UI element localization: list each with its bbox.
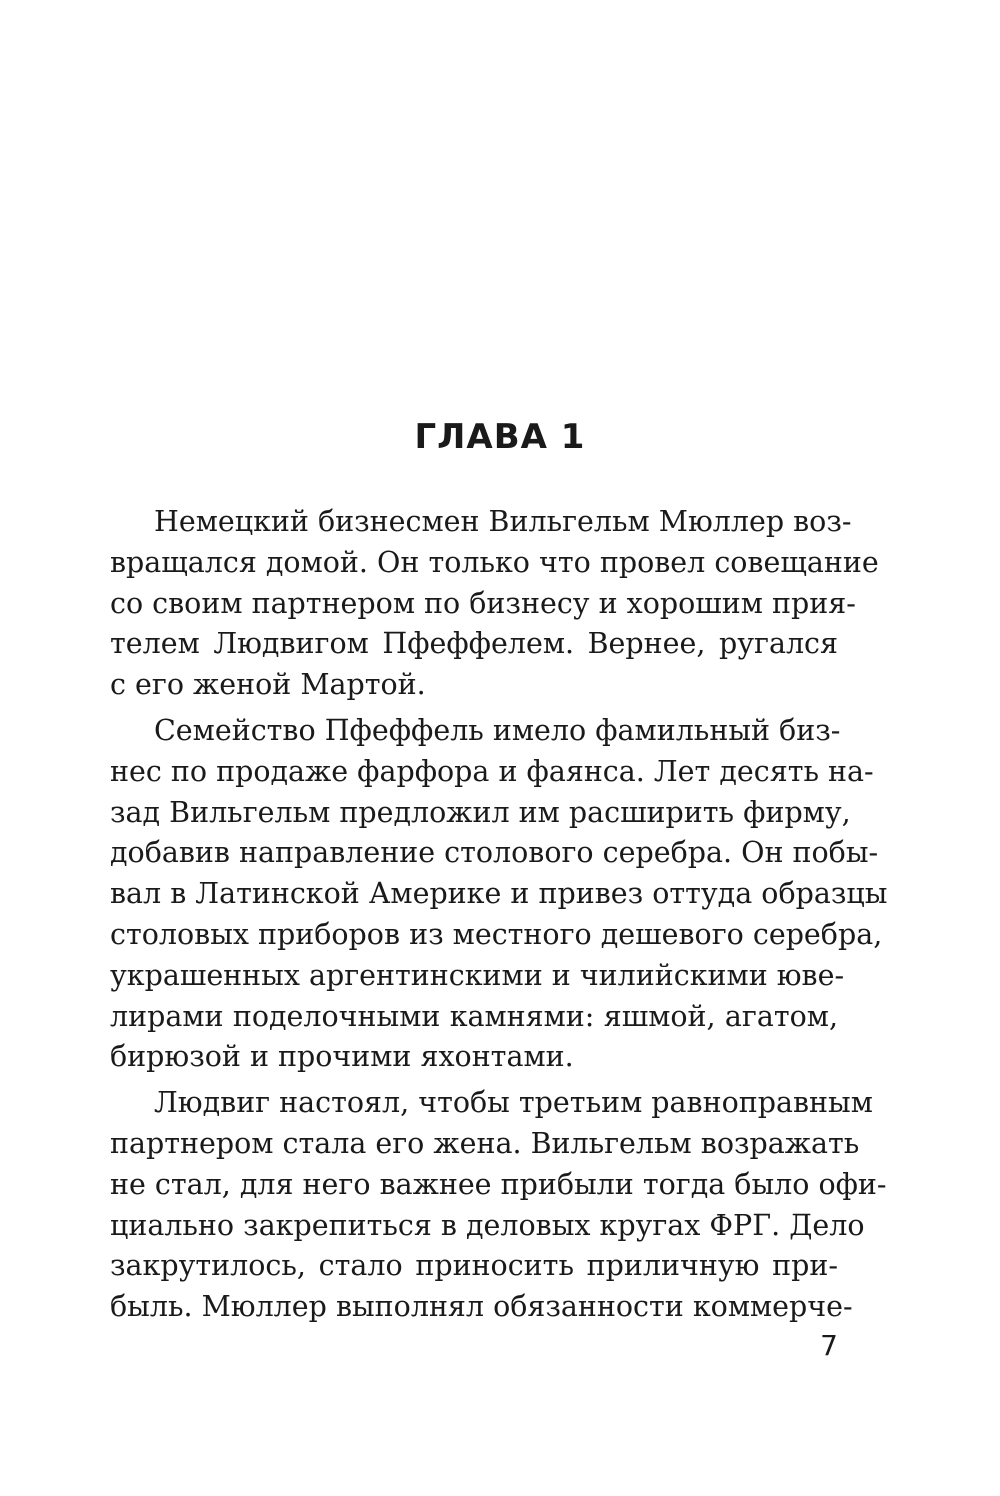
text-line: лирами поделочными камнями: яшмой, агатом,: [110, 999, 838, 1033]
text-line: партнером стала его жена. Вильгельм возражать: [110, 1126, 860, 1160]
text-line: столовых приборов из местного дешевого серебра,: [110, 917, 883, 951]
page-number: 7: [820, 1329, 838, 1362]
text-line: нес по продаже фарфора и фаянса. Лет десять на-: [110, 754, 874, 788]
text-line: со своим партнером по бизнесу и хорошим прия-: [110, 586, 856, 620]
text-line: телем Людвигом Пфеффелем. Вернее, ругался: [110, 627, 838, 661]
text-line: не стал, для него важнее прибыли тогда было офи-: [110, 1167, 887, 1201]
text-line: зад Вильгельм предложил им расширить фирму,: [110, 795, 851, 829]
text-line: Немецкий бизнесмен Вильгельм Мюллер воз-: [154, 505, 852, 538]
paragraph-1: [110, 502, 879, 706]
paragraph-3: [110, 1083, 887, 1328]
chapter-title: ГЛАВА 1: [414, 417, 586, 457]
text-line: циально закрепиться в деловых кругах ФРГ. Дело: [110, 1208, 865, 1242]
paragraph-2: [110, 711, 888, 1078]
text-line: украшенных аргентинскими и чилийскими юве-: [110, 958, 845, 992]
text-line: вращался домой. Он только что провел совещание: [110, 545, 879, 579]
text-line: закрутилось, стало приносить приличную при-: [110, 1249, 838, 1283]
text-line: вал в Латинской Америке и привез оттуда образцы: [110, 877, 888, 911]
text-line: бирюзой и прочими яхонтами.: [110, 1040, 574, 1074]
text-line: Семейство Пфеффель имело фамильный биз-: [154, 713, 841, 747]
chapter-body: [110, 502, 888, 1333]
text-line: Людвиг настоял, чтобы третьим равноправным: [154, 1086, 873, 1120]
text-line: добавив направление столового серебра. Он побы-: [110, 836, 879, 870]
text-line: быль. Мюллер выполнял обязанности коммерче-: [110, 1290, 853, 1324]
text-line: с его женой Мартой.: [110, 668, 426, 702]
